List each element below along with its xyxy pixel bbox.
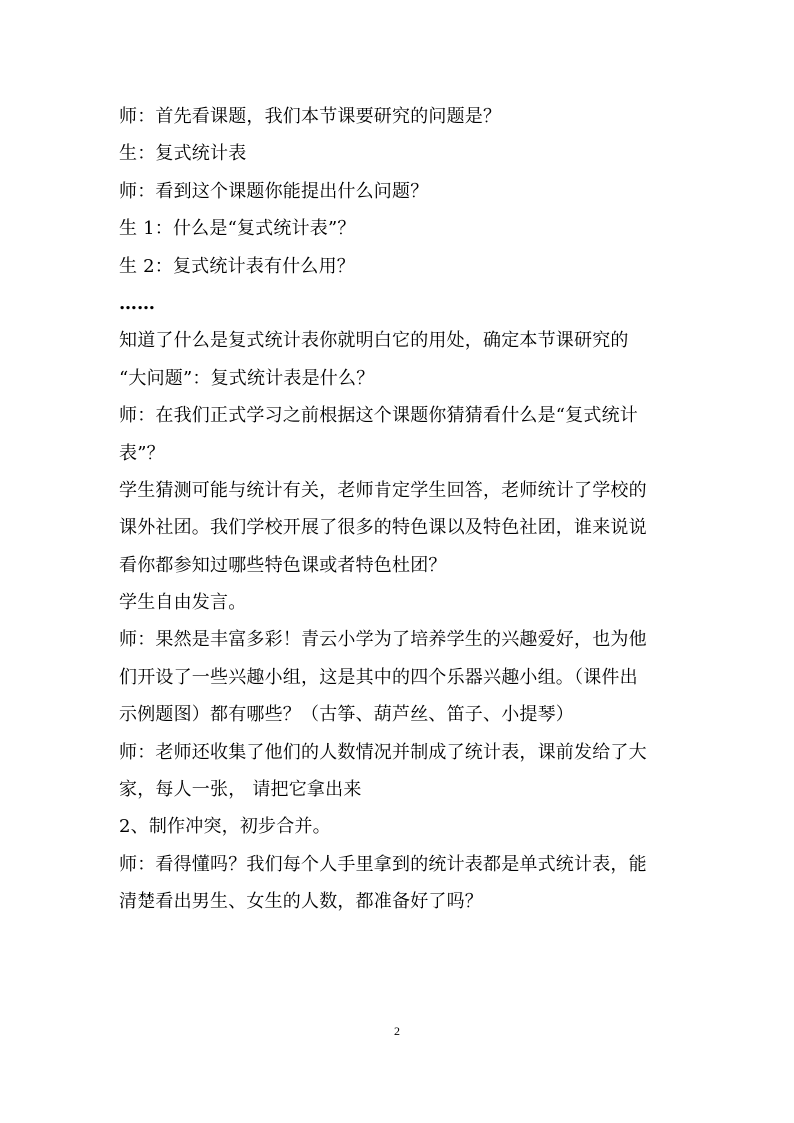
text-line-15: 师：果然是丰富多彩！青云小学为了培养学生的兴趣爱好，也为他 — [119, 629, 647, 651]
text-line-10: 表”？ — [119, 442, 165, 464]
text-line-7: 知道了什么是复式统计表你就明白它的用处，确定本节课研究的 — [119, 330, 629, 352]
text-line-13: 看你都参知过哪些特色课或者特色杜团？ — [119, 554, 447, 576]
text-line-1: 师：首先看课题，我们本节课要研究的问题是？ — [119, 106, 502, 127]
text-line-18: 师：老师还收集了他们的人数情况并制成了统计表，课前发给了大 — [119, 741, 647, 763]
text-line-22: 清楚看出男生、女生的人数，都准备好了吗？ — [119, 891, 483, 913]
text-line-17: 示例题图）都有哪些？（古筝、葫芦丝、笛子、小提琴） — [119, 704, 574, 726]
text-line-14: 学生自由发言。 — [119, 592, 247, 614]
text-line-9: 师：在我们正式学习之前根据这个课题你猜猜看什么是“复式统计 — [119, 405, 638, 427]
text-line-16: 们开设了一些兴趣小组，这是其中的四个乐器兴趣小组。（课件出 — [119, 666, 638, 688]
text-line-5: 生 2：复式统计表有什么用？ — [119, 255, 355, 277]
ellipsis-line: …… — [119, 292, 155, 314]
page-number: 2 — [394, 1024, 400, 1038]
text-line-11: 学生猜测可能与统计有关，老师肯定学生回答，老师统计了学校的 — [119, 479, 647, 501]
text-line-21: 师：看得懂吗？我们每个人手里拿到的统计表都是单式统计表，能 — [119, 853, 647, 875]
text-line-19: 家，每人一张， 请把它拿出来 — [119, 779, 362, 801]
text-line-2: 生：复式统计表 — [119, 143, 247, 165]
text-line-8: “大问题”：复式统计表是什么？ — [119, 367, 375, 389]
text-line-4: 生 1：什么是“复式统计表”？ — [119, 218, 356, 240]
text-line-12: 课外社团。我们学校开展了很多的特色课以及特色社团，谁来说说 — [119, 517, 647, 539]
lesson-transcript — [119, 98, 679, 921]
section-heading: 2、制作冲突，初步合并。 — [119, 816, 331, 838]
text-line-3: 师：看到这个课题你能提出什么问题？ — [119, 180, 429, 202]
